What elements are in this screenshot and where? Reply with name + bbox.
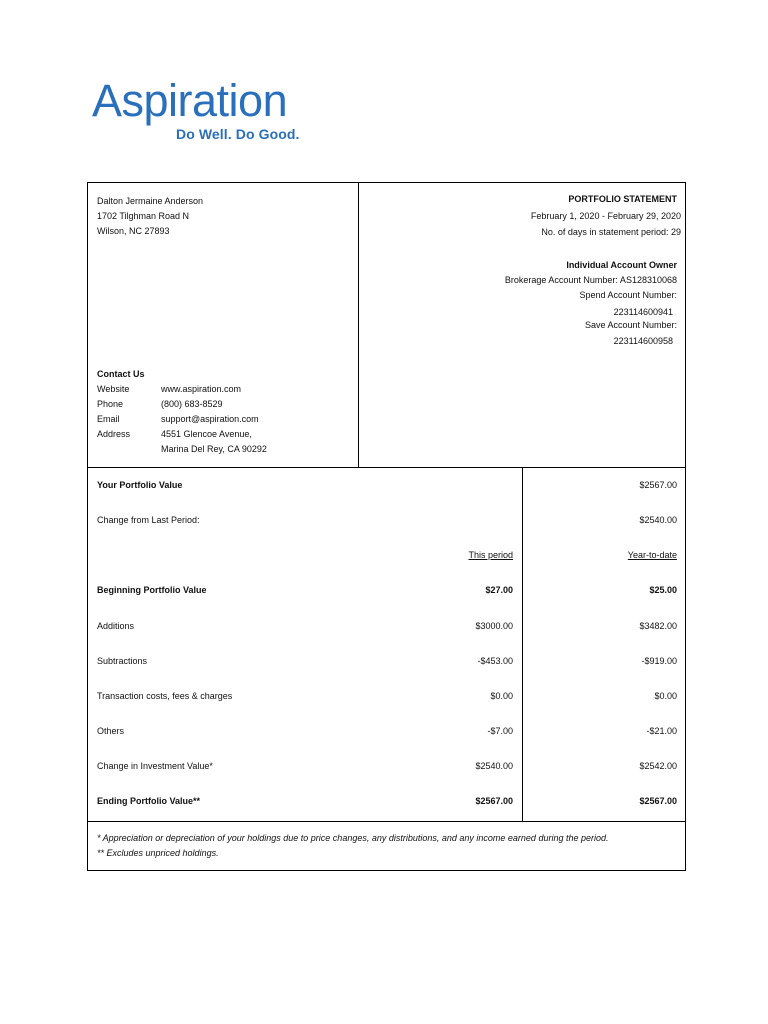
contact-website-label: Website (97, 384, 130, 394)
row-label-additions: Additions (97, 621, 135, 631)
row-label-others: Others (97, 726, 125, 736)
column-header-this-period: This period (468, 550, 513, 560)
change-label: Change from Last Period: (97, 515, 200, 525)
contact-address-line2: Marina Del Rey, CA 90292 (161, 444, 267, 454)
contact-email-label: Email (97, 414, 120, 424)
spend-account-number: 223114600941 (613, 307, 673, 317)
row-ytd-subtractions: -$919.00 (641, 656, 677, 666)
row-label-investment-change: Change in Investment Value* (97, 761, 213, 771)
portfolio-value-label: Your Portfolio Value (97, 480, 183, 490)
change-value: $2540.00 (639, 515, 677, 525)
contact-phone-label: Phone (97, 399, 124, 409)
row-label-subtractions: Subtractions (97, 656, 148, 666)
owner-type: Individual Account Owner (566, 260, 677, 270)
row-ytd-others: -$21.00 (646, 726, 677, 736)
spend-account-label: Spend Account Number: (579, 290, 677, 300)
portfolio-summary-box (87, 467, 686, 822)
customer-address-line1: 1702 Tilghman Road N (97, 211, 190, 221)
contact-email[interactable]: support@aspiration.com (161, 414, 259, 424)
row-period-subtractions: -$453.00 (477, 656, 513, 666)
column-divider (522, 468, 523, 821)
row-label-ending: Ending Portfolio Value** (97, 796, 201, 806)
aspiration-logo (92, 75, 300, 142)
column-divider (358, 183, 359, 467)
row-ytd-fees: $0.00 (654, 691, 677, 701)
statement-period: February 1, 2020 - February 29, 2020 (530, 211, 681, 221)
customer-name: Dalton Jermaine Anderson (97, 196, 204, 206)
column-header-year-to-date: Year-to-date (627, 550, 677, 560)
portfolio-value: $2567.00 (639, 480, 677, 490)
row-ytd-beginning: $25.00 (649, 585, 677, 595)
customer-address-line2: Wilson, NC 27893 (97, 226, 170, 236)
logo-tagline: Do Well. Do Good. (176, 126, 300, 142)
row-label-beginning: Beginning Portfolio Value (97, 585, 207, 595)
save-account-number: 223114600958 (613, 336, 673, 346)
footnotes-box (87, 821, 686, 871)
row-ytd-investment-change: $2542.00 (639, 761, 677, 771)
row-period-additions: $3000.00 (475, 621, 513, 631)
statement-days: No. of days in statement period: 29 (541, 227, 681, 237)
statement-title: PORTFOLIO STATEMENT (568, 194, 677, 204)
row-period-others: -$7.00 (487, 726, 513, 736)
row-label-fees: Transaction costs, fees & charges (97, 691, 233, 701)
footnote-unpriced: ** Excludes unpriced holdings. (97, 848, 219, 858)
row-ytd-additions: $3482.00 (639, 621, 677, 631)
account-info-box (87, 182, 686, 468)
contact-website[interactable]: www.aspiration.com (161, 384, 242, 394)
row-period-beginning: $27.00 (485, 585, 513, 595)
brokerage-account-number: Brokerage Account Number: AS128310068 (504, 275, 677, 285)
contact-heading: Contact Us (97, 369, 145, 379)
contact-phone: (800) 683-8529 (161, 399, 223, 409)
row-period-ending: $2567.00 (475, 796, 513, 806)
save-account-label: Save Account Number: (584, 320, 677, 330)
contact-address-label: Address (97, 429, 131, 439)
logo-wordmark: Aspiration (92, 75, 288, 126)
footnote-appreciation: * Appreciation or depreciation of your holdings due to price changes, any distributions, and any income earned during the period. (97, 833, 609, 843)
contact-address-line1: 4551 Glencoe Avenue, (161, 429, 252, 439)
row-period-investment-change: $2540.00 (475, 761, 513, 771)
row-ytd-ending: $2567.00 (639, 796, 677, 806)
row-period-fees: $0.00 (490, 691, 513, 701)
